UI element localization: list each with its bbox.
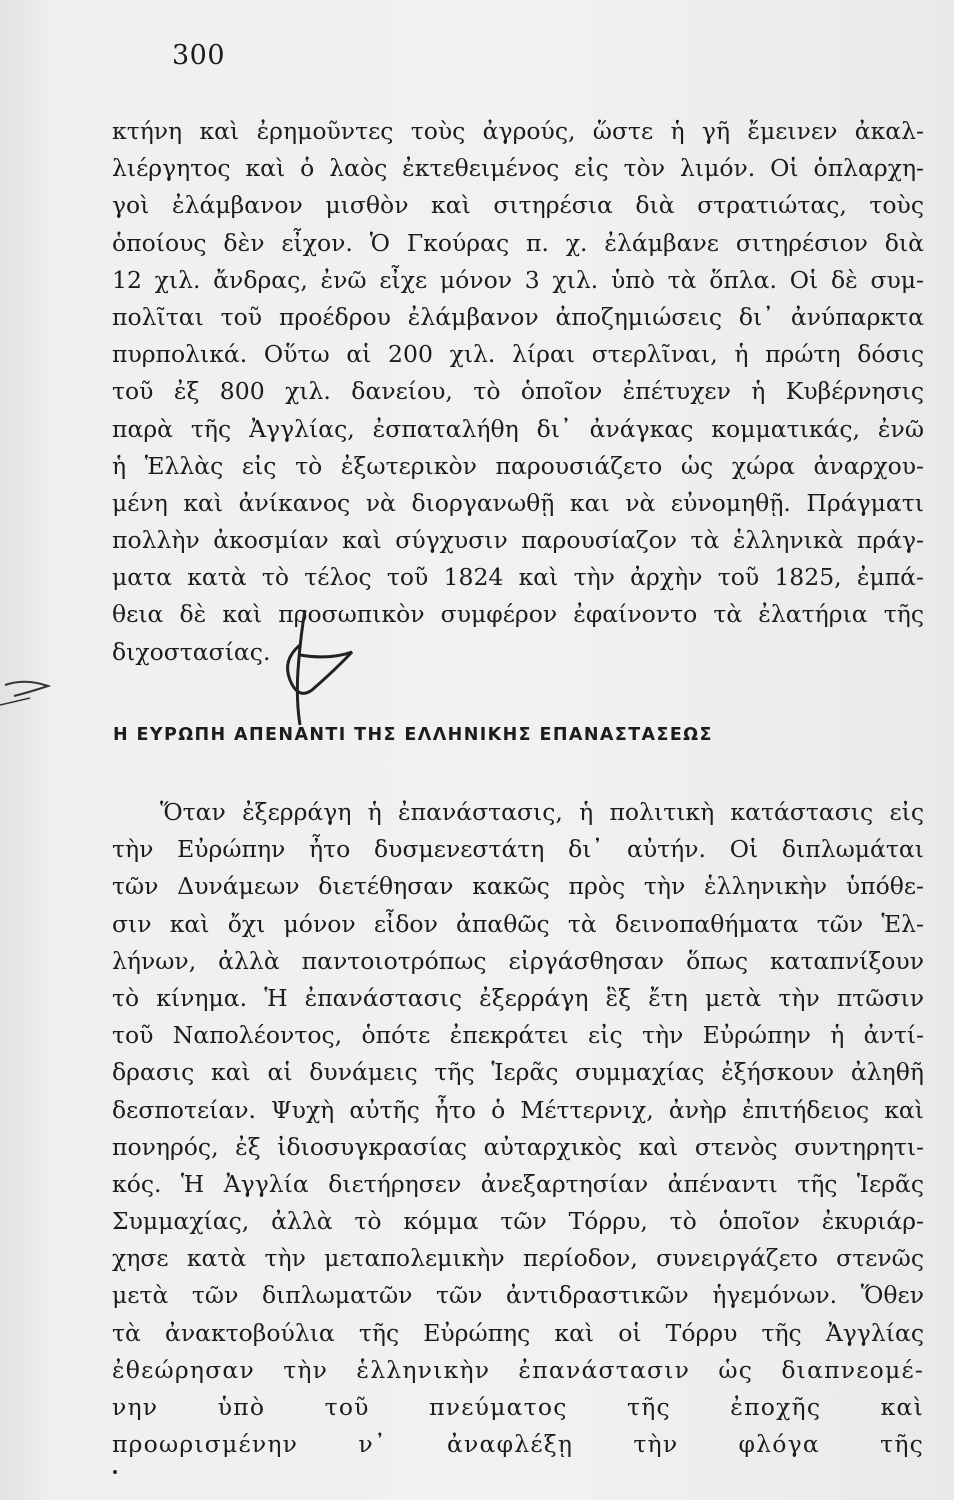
- paragraph-1: [112, 113, 924, 671]
- text-line: διχοστασίας.: [112, 637, 271, 666]
- text-line: τὰ ἀνακτοβούλια τῆς Εὐρώπης καὶ οἱ Τόρρυ τῆς Ἀγγλίας: [112, 1318, 924, 1347]
- text-line: τοῦ Ναπολέοντος, ὁπότε ἐπεκράτει εἰς τὴν Εὐρώπην ἡ ἀντί-: [112, 1021, 924, 1050]
- text-line: πυρπολικά. Οὕτω αἱ 200 χιλ. λίραι στερλῖναι, ἡ πρώτη δόσις: [112, 340, 924, 369]
- text-line: τὸ κίνημα. Ἡ ἐπανάστασις ἐξερράγη ἓξ ἔτη μετὰ τὴν πτῶσιν: [112, 983, 924, 1012]
- text-line: ἡ Ἑλλὰς εἰς τὸ ἐξωτερικὸν παρουσιάζετο ὡς χώρα ἀναρχου-: [112, 451, 924, 480]
- text-line: πολῖται τοῦ προέδρου ἐλάμβανον ἀποζημιώσεις δι᾿ ἀνύπαρκτα: [112, 302, 924, 331]
- text-line: προωρισμένην ν᾿ ἀναφλέξῃ τὴν φλόγα τῆς: [112, 1430, 924, 1459]
- text-line: δρασις καὶ αἱ δυνάμεις τῆς Ἱερᾶς συμμαχίας ἐξήσκουν ἀληθῆ: [112, 1058, 924, 1087]
- text-line: ὁποίους δὲν εἶχον. Ὁ Γκούρας π. χ. ἐλάμβανε σιτηρέσιον διὰ: [112, 228, 924, 257]
- page-number: 300: [172, 40, 226, 71]
- text-line: παρὰ τῆς Ἀγγλίας, ἐσπαταλήθη δι᾿ ἀνάγκας κομματικάς, ἐνῶ: [112, 414, 924, 443]
- text-line: δεσποτείαν. Ψυχὴ αὐτῆς ἦτο ὁ Μέττερνιχ, ἀνὴρ ἐπιτήδειος καὶ: [112, 1095, 924, 1124]
- text-line: γοὶ ἐλάμβανον μισθὸν καὶ σιτηρέσια διὰ στρατιώτας, τοὺς: [112, 191, 924, 220]
- text-line: μετὰ τῶν διπλωματῶν τῶν ἀντιδραστικῶν ἡγεμόνων. Ὅθεν: [112, 1281, 924, 1310]
- text-line: Συμμαχίας, ἀλλὰ τὸ κόμμα τῶν Τόρρυ, τὸ ὁποῖον ἐκυριάρ-: [112, 1207, 924, 1236]
- text-line: σιν καὶ ὄχι μόνον εἶδον ἀπαθῶς τὰ δεινοπαθήματα τῶν Ἑλ-: [112, 909, 924, 938]
- text-line: τοῦ ἐξ 800 χιλ. δανείου, τὸ ὁποῖον ἐπέτυχεν ἡ Κυβέρνησις: [112, 377, 924, 406]
- text-line: θεια δὲ καὶ προσωπικὸν συμφέρον ἐφαίνοντο τὰ ἐλατήρια τῆς: [112, 600, 924, 629]
- text-line: κτήνη καὶ ἐρημοῦντες τοὺς ἀγρούς, ὥστε ἡ γῆ ἔμεινεν ἀκαλ-: [112, 117, 924, 145]
- ink-speck: [113, 1470, 117, 1474]
- text-line: νην ὑπὸ τοῦ πνεύματος τῆς ἐποχῆς καὶ: [112, 1393, 924, 1421]
- text-line: 12 χιλ. ἄνδρας, ἐνῶ εἶχε μόνον 3 χιλ. ὑπὸ τὰ ὅπλα. Οἱ δὲ συμ-: [112, 265, 924, 294]
- text-line: λήνων, ἀλλὰ παντοιοτρόπως εἰργάσθησαν ὅπως καταπνίξουν: [112, 946, 924, 975]
- text-line: πονηρός, ἐξ ἰδιοσυγκρασίας αὐταρχικὸς καὶ στενὸς συντηρητι-: [112, 1132, 924, 1161]
- text-line: ματα κατὰ τὸ τέλος τοῦ 1824 καὶ τὴν ἀρχὴν τοῦ 1825, ἐμπά-: [112, 563, 924, 592]
- text-line: τὴν Εὐρώπην ἦτο δυσμενεστάτη δι᾿ αὐτήν. Οἱ διπλωμάται: [112, 835, 924, 864]
- text-line: τῶν Δυνάμεων διετέθησαν κακῶς πρὸς τὴν ἑλληνικὴν ὑπόθε-: [112, 872, 924, 901]
- text-line: μένη καὶ ἀνίκανος νὰ διοργανωθῇ και νὰ εὐνομηθῇ. Πράγματι: [112, 488, 924, 517]
- text-line: λιέργητος καὶ ὁ λαὸς ἐκτεθειμένος εἰς τὸν λιμόν. Οἱ ὁπλαρχη-: [112, 154, 924, 183]
- text-line: Ὅταν ἐξερράγη ἡ ἐπανάστασις, ἡ πολιτικὴ κατάστασις εἰς: [160, 798, 924, 826]
- text-line: πολλὴν ἀκοσμίαν καὶ σύγχυσιν παρουσίαζον τὰ ἑλληνικὰ πράγ-: [112, 526, 924, 555]
- text-line: κός. Ἡ Ἀγγλία διετήρησεν ἀνεξαρτησίαν ἀπέναντι τῆς Ἱερᾶς: [112, 1169, 924, 1198]
- text-line: ἐθεώρησαν τὴν ἑλληνικὴν ἐπανάστασιν ὡς διαπνεομέ-: [112, 1355, 924, 1384]
- paragraph-2: [112, 794, 924, 1463]
- section-heading: Η ΕΥΡΩΠΗ ΑΠΕΝΑΝΤΙ ΤΗΣ ΕΛΛΗΝΙΚΗΣ ΕΠΑΝΑΣΤΑΣΕΩΣ: [113, 725, 713, 745]
- text-line: χησε κατὰ τὴν μεταπολεμικὴν περίοδον, συνειργάζετο στενῶς: [112, 1244, 924, 1273]
